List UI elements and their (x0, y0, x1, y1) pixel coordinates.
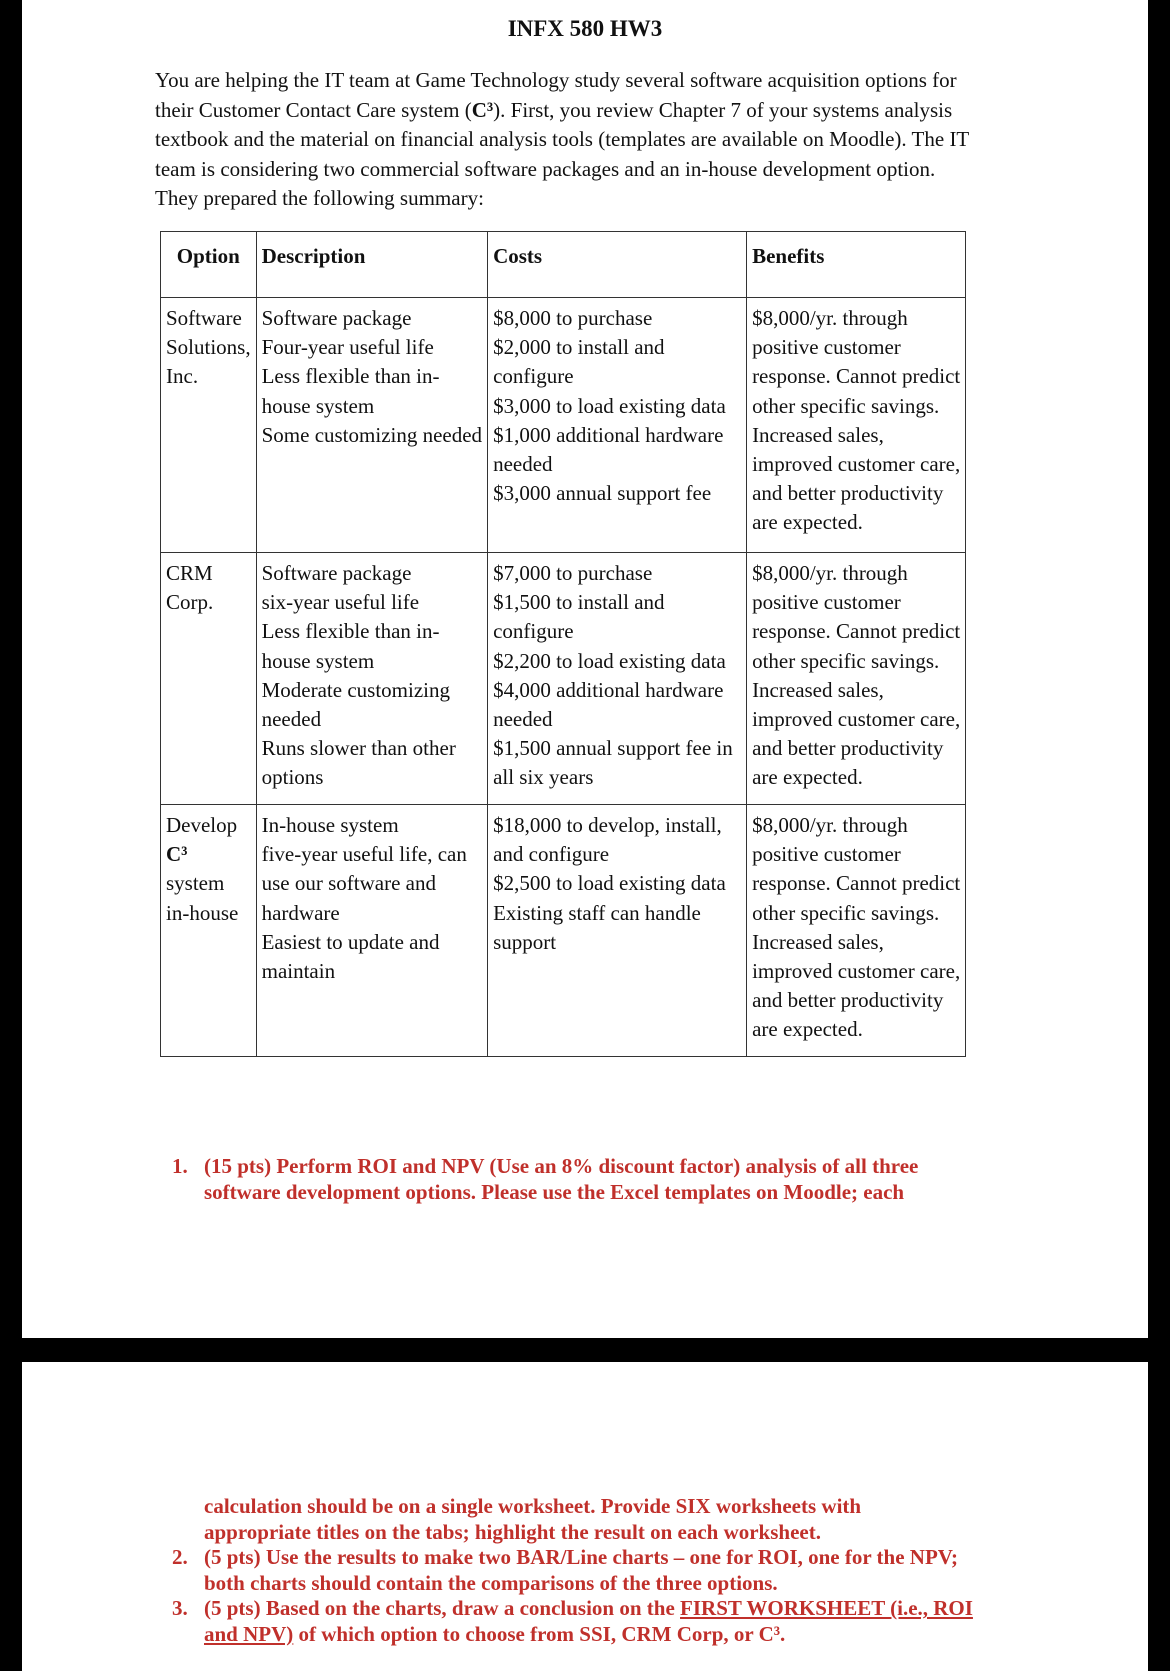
description-cell (256, 805, 487, 1057)
cell-line: $8,000/yr. through (752, 561, 908, 585)
cell-line: Increased sales, (752, 422, 884, 447)
question-line (204, 1596, 1034, 1622)
cell-line: improved customer care, (752, 707, 961, 732)
cell-line: needed (261, 707, 322, 732)
page-title: INFX 580 HW3 (507, 16, 663, 41)
cell-line: Solutions, (166, 335, 251, 360)
cell-line: $3,000 to load existing data (493, 393, 726, 418)
cell-line: Four-year useful life (261, 335, 434, 360)
cell-line: $1,500 to install and (493, 590, 665, 615)
cell-line: response. Cannot predict (752, 871, 961, 896)
options-summary-table (160, 231, 966, 1057)
cell-line: response. Cannot predict (752, 619, 961, 644)
cell-line: Software package (261, 306, 412, 330)
question-text (204, 1154, 1034, 1205)
question-2 (172, 1545, 1072, 1597)
benefits-cell (747, 298, 966, 553)
cell-line: other specific savings. (752, 900, 940, 925)
cell-line: are expected. (752, 510, 863, 535)
cell-line: In-house system (261, 813, 399, 837)
option-cell (161, 553, 257, 805)
benefits-cell (747, 553, 966, 805)
cell-line: improved customer care, (752, 452, 961, 477)
cell-line: Increased sales, (752, 929, 884, 954)
cell-line: Existing staff can handle (493, 900, 701, 925)
question-text-part: (5 pts) Based on the charts, draw a conclusion on the (204, 1596, 681, 1620)
costs-cell (488, 805, 747, 1057)
question-line (204, 1622, 1034, 1648)
cell-line: support (493, 929, 557, 954)
cell-line: house system (261, 393, 375, 418)
cell-line: are expected. (752, 1017, 863, 1042)
cell-line: Software package (261, 561, 412, 585)
question-1-continued (204, 1494, 1034, 1545)
description-cell (256, 553, 487, 805)
costs-cell (488, 553, 747, 805)
cell-line: house system (261, 648, 375, 673)
table-row (161, 298, 966, 553)
description-cell (256, 298, 487, 553)
cell-line: CRM (166, 561, 213, 585)
cell-line: Some customizing needed (261, 422, 483, 447)
cell-line: $8,000/yr. through (752, 813, 908, 837)
cell-line: $7,000 to purchase (493, 561, 653, 585)
document-page-1 (22, 0, 1148, 1338)
cell-line: all six years (493, 765, 594, 790)
cell-line: needed (493, 707, 553, 732)
cell-line: Software (166, 306, 242, 330)
cell-line: use our software and (261, 871, 436, 896)
cell-line: Easiest to update and (261, 929, 440, 954)
intro-line: team is considering two commercial software packages and an in-house development option. (155, 156, 936, 181)
question-text-part: of which option to choose from SSI, CRM Corp, or C³. (293, 1621, 786, 1646)
cell-line: Moderate customizing (261, 677, 450, 702)
intro-line: their Customer Contact Care system (C³). First, you review Chapter 7 of your systems analysis (155, 97, 953, 122)
cell-line: improved customer care, (752, 959, 961, 984)
cell-line: $4,000 additional hardware (493, 677, 724, 702)
cell-line: other specific savings. (752, 393, 940, 418)
question-line: software development options. Please use the Excel templates on Moodle; each (204, 1179, 905, 1204)
question-number: 1. (172, 1154, 188, 1178)
cell-line: Inc. (166, 364, 199, 389)
table-header-row (161, 232, 966, 298)
question-line: (15 pts) Perform ROI and NPV (Use an 8% discount factor) analysis of all three (204, 1154, 919, 1178)
cell-line: $8,000/yr. through (752, 306, 908, 330)
question-line: appropriate titles on the tabs; highlight the result on each worksheet. (204, 1519, 821, 1544)
option-cell (161, 805, 257, 1057)
cell-line: and configure (493, 842, 610, 867)
cell-line: five-year useful life, can (261, 842, 467, 867)
question-number: 3. (172, 1596, 188, 1620)
cell-line: positive customer (752, 335, 901, 360)
cell-line: and better productivity (752, 988, 944, 1013)
cell-line: $3,000 annual support fee (493, 481, 712, 506)
cell-line: other specific savings. (752, 648, 940, 673)
intro-paragraph (155, 66, 1035, 214)
question-3 (172, 1596, 1072, 1648)
first-worksheet-link-continued: and NPV) (204, 1621, 294, 1646)
document-page-2 (22, 1362, 1148, 1671)
cell-line: Increased sales, (752, 677, 884, 702)
cell-line: Less flexible than in- (261, 619, 440, 644)
table-row (161, 553, 966, 805)
header-option: Option (161, 232, 257, 298)
cell-line: needed (493, 452, 553, 477)
question-1 (172, 1154, 1072, 1214)
cell-line: $8,000 to purchase (493, 306, 653, 330)
cell-line: six-year useful life (261, 590, 420, 615)
header-costs: Costs (488, 232, 747, 298)
cell-line: maintain (261, 959, 336, 984)
cell-line: Less flexible than in- (261, 364, 440, 389)
option-cell (161, 298, 257, 553)
cell-line: configure (493, 364, 574, 389)
cell-line: Runs slower than other (261, 736, 456, 761)
cell-line: response. Cannot predict (752, 364, 961, 389)
cell-line: Develop (166, 813, 238, 837)
cell-line: positive customer (752, 842, 901, 867)
cell-line: $2,500 to load existing data (493, 871, 726, 896)
first-worksheet-link: FIRST WORKSHEET (i.e., ROI (680, 1596, 973, 1620)
intro-line: textbook and the material on financial analysis tools (templates are available on Moodle). The IT (155, 127, 970, 151)
cell-line: $2,000 to install and (493, 335, 665, 360)
cell-line: and better productivity (752, 481, 944, 506)
cell-line: system (166, 871, 225, 896)
cell-line: $18,000 to develop, install, (493, 813, 722, 837)
question-line: both charts should contain the comparisons of the three options. (204, 1570, 778, 1595)
cell-line: hardware (261, 900, 340, 925)
intro-line: You are helping the IT team at Game Technology study several software acquisition options for (155, 68, 957, 92)
cell-line: $1,500 annual support fee in (493, 736, 733, 761)
header-benefits: Benefits (747, 232, 966, 298)
cell-line: $1,000 additional hardware (493, 422, 724, 447)
question-number: 2. (172, 1545, 188, 1569)
cell-line: are expected. (752, 765, 863, 790)
question-line: calculation should be on a single worksheet. Provide SIX worksheets with (204, 1494, 862, 1518)
cell-line: $2,200 to load existing data (493, 648, 726, 673)
question-text (204, 1545, 1034, 1596)
cell-line: in-house (166, 900, 239, 925)
cell-line: options (261, 765, 324, 790)
cell-line: C³ (166, 842, 188, 867)
intro-line: They prepared the following summary: (155, 186, 484, 210)
cell-line: positive customer (752, 590, 901, 615)
costs-cell (488, 298, 747, 553)
benefits-cell (747, 805, 966, 1057)
cell-line: configure (493, 619, 574, 644)
table-row (161, 805, 966, 1057)
question-text (204, 1596, 1034, 1647)
question-line: (5 pts) Use the results to make two BAR/Line charts – one for ROI, one for the NPV; (204, 1545, 959, 1569)
header-description: Description (256, 232, 487, 298)
cell-line: and better productivity (752, 736, 944, 761)
cell-line: Corp. (166, 590, 214, 615)
